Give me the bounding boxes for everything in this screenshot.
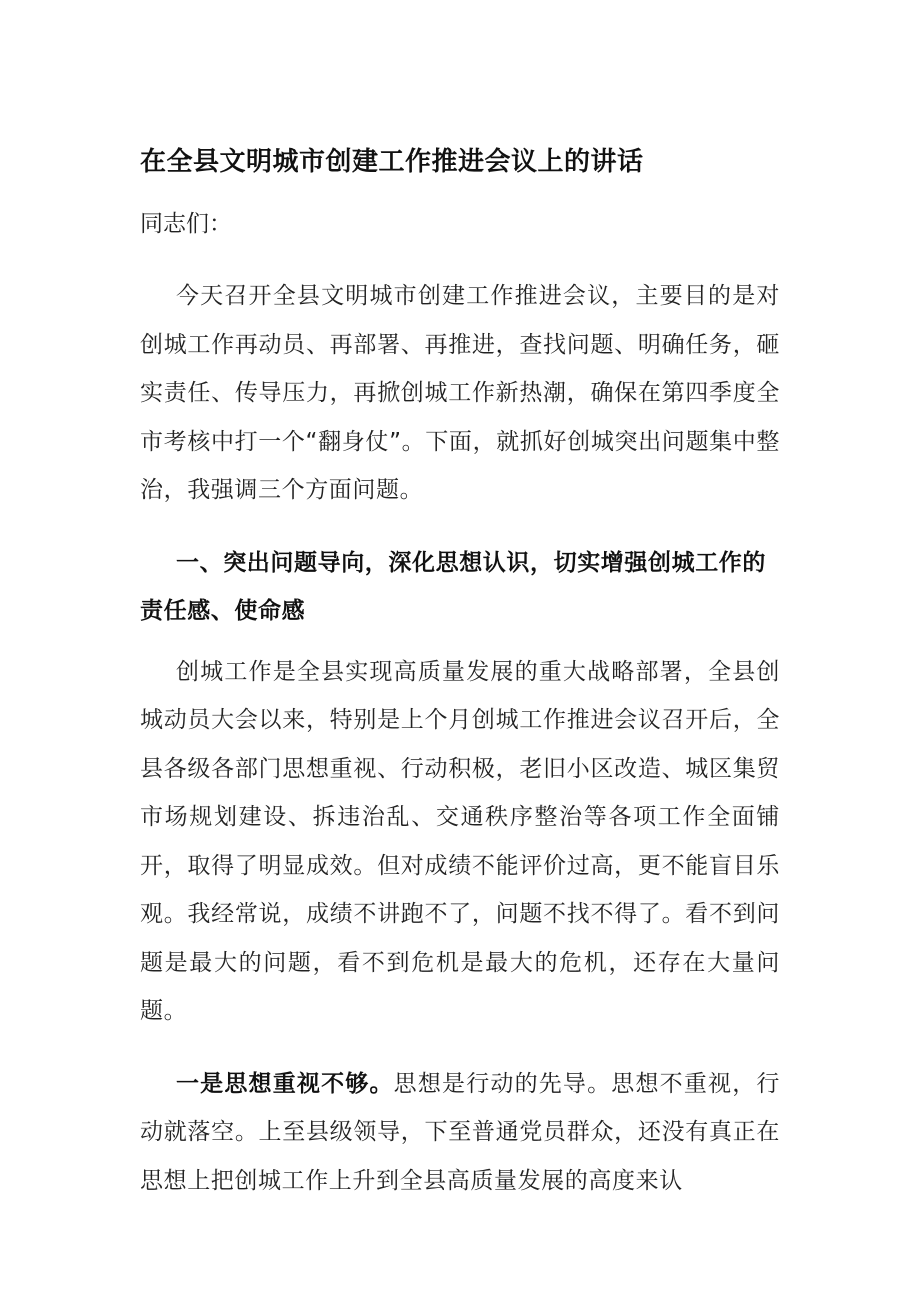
salutation: 同志们： [140, 211, 232, 237]
section-1-heading: 一、突出问题导向，深化思想认识，切实增强创城工作的责任感、使命感 [140, 549, 766, 624]
point-1-lead: 一是思想重视不够。 [176, 1070, 394, 1097]
point-1-paragraph [140, 1060, 780, 1206]
document-body [140, 140, 780, 1205]
intro-paragraph: 今天召开全县文明城市创建工作推进会议，主要目的是对创城工作再动员、再部署、再推进，查找问题、明确任务，砸实责任、传导压力，再掀创城工作新热潮，确保在第四季度全市考核中打一个“翻身仗”。下面，就抓好创城突出问题集中整治，我强调三个方面问题。 [140, 283, 780, 503]
document-title: 在全县文明城市创建工作推进会议上的讲话 [140, 147, 644, 177]
point-1-text: 思想是行动的先导。思想不重视，行动就落空。上至县级领导，下至普通党员群众，还没有真正在思想上把创城工作上升到全县高质量发展的高度来认 [140, 1070, 780, 1194]
section-1-paragraph: 创城工作是全县实现高质量发展的重大战略部署，全县创城动员大会以来，特别是上个月创城工作推进会议召开后，全县各级各部门思想重视、行动积极，老旧小区改造、城区集贸市场规划建设、拆违治乱、交通秩序整治等各项工作全面铺开，取得了明显成效。但对成绩不能评价过高，更不能盲目乐观。我经常说，成绩不讲跑不了，问题不找不得了。看不到问题是最大的问题，看不到危机是最大的危机，还存在大量问题。 [140, 658, 780, 1024]
